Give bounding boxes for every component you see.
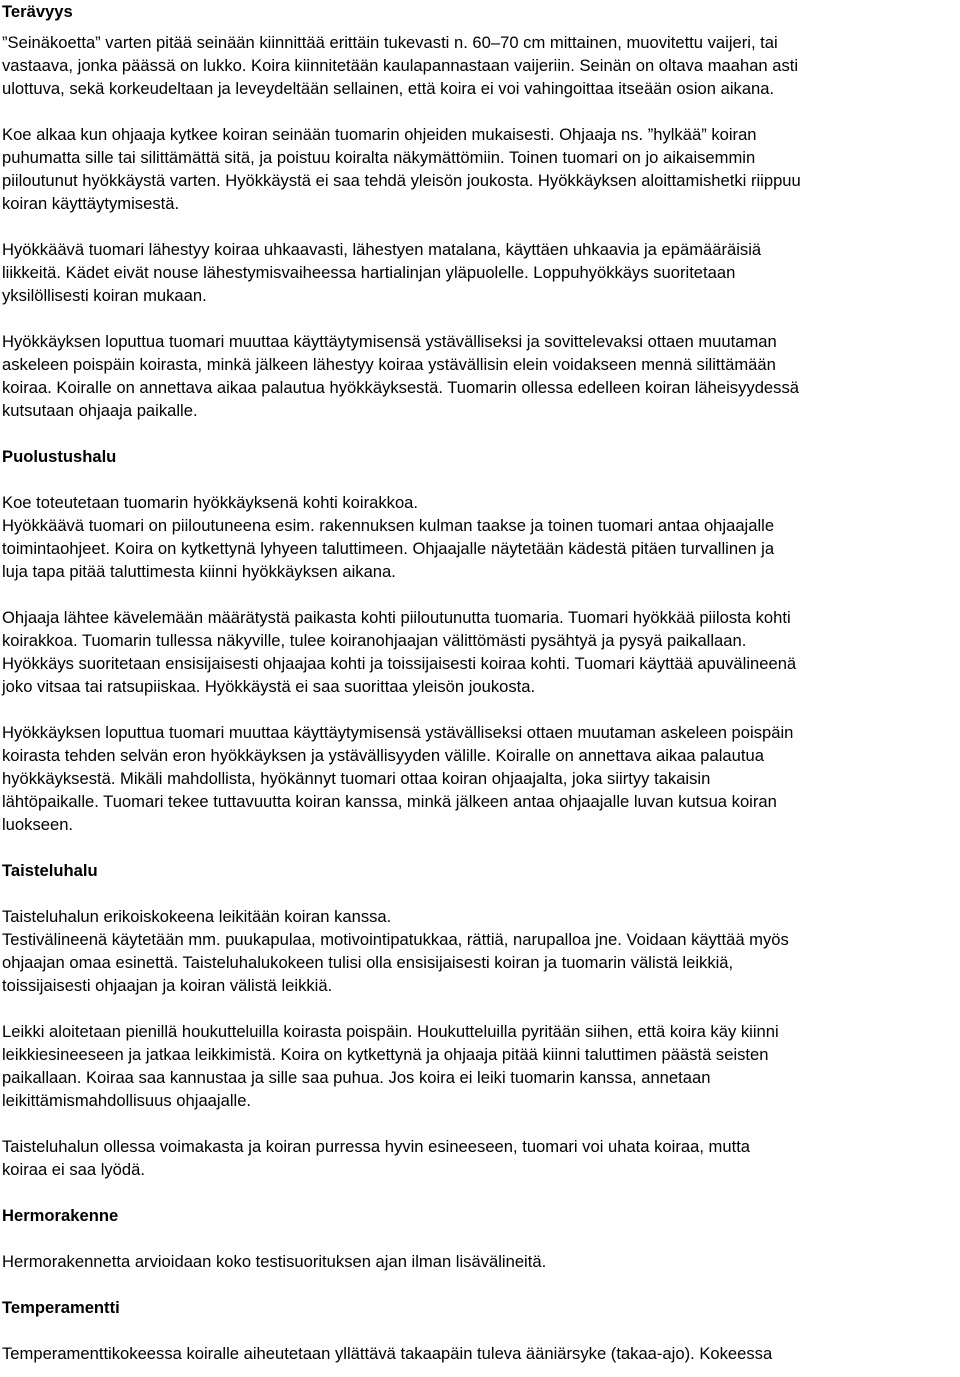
spacer: [2, 100, 960, 123]
text-line: lähtöpaikalle. Tuomari tekee tuttavuutta koiran kanssa, minkä jälkeen antaa ohjaajalle luvan kutsua koiran: [2, 792, 777, 811]
paragraph: [2, 1250, 960, 1273]
text-line: ohjaajan omaa esinettä. Taisteluhalukokeen tulisi olla ensisijaisesti koiran ja tuomarin välistä leikkiä,: [2, 953, 734, 972]
text-line: ”Seinäkoetta” varten pitää seinään kiinnittää erittäin tukevasti n. 60–70 cm mittainen, muovitettu vaijeri, tai: [2, 33, 778, 52]
text-line: Hyökkäävä tuomari lähestyy koiraa uhkaavasti, lähestyen matalana, käyttäen uhkaavia ja epämääräisiä: [2, 240, 762, 259]
spacer: [2, 1227, 960, 1250]
text-line: Hermorakennetta arvioidaan koko testisuorituksen ajan ilman lisävälineitä.: [2, 1252, 547, 1271]
section-heading-taisteluhalu: Taisteluhalu: [2, 861, 98, 880]
text-line: Koe toteutetaan tuomarin hyökkäyksenä kohti koirakkoa.: [2, 493, 419, 512]
text-line: Ohjaaja lähtee kävelemään määrätystä paikasta kohti piiloutunutta tuomaria. Tuomari hyökkää piilosta kohti: [2, 608, 791, 627]
text-line: Hyökkäyksen loputtua tuomari muuttaa käyttäytymisensä ystävälliseksi ja sovittelevaksi ottaen muutaman: [2, 332, 777, 351]
text-line: Hyökkäys suoritetaan ensisijaisesti ohjaajaa kohti ja toissijaisesti koiraa kohti. Tuomari käyttää apuvälineenä: [2, 654, 797, 673]
text-line: toissijaisesti ohjaajan ja koiran välistä leikkiä.: [2, 976, 333, 995]
text-line: askeleen poispäin koirasta, minkä jälkeen lähestyy koiraa ystävällisin elein voidakseen mennä silittämään: [2, 355, 776, 374]
section-heading-temperamentti: Temperamentti: [2, 1298, 120, 1317]
paragraph: [2, 606, 960, 698]
text-line: joko vitsaa tai ratsupiiskaa. Hyökkäystä ei saa suorittaa yleisön joukosta.: [2, 677, 536, 696]
text-line: puhumatta sille tai silittämättä sitä, ja poistuu koiralta näkymättömiin. Toinen tuomari on jo aikaisemmin: [2, 148, 756, 167]
spacer: [2, 1273, 960, 1296]
section-heading-teravyys: Terävyys: [2, 2, 73, 21]
paragraph: [2, 905, 960, 997]
paragraph: [2, 1020, 960, 1112]
text-line: piiloutunut hyökkäystä varten. Hyökkäystä ei saa tehdä yleisön joukosta. Hyökkäyksen aloittamishetki riippuu: [2, 171, 801, 190]
text-line: vastaava, jonka päässä on lukko. Koira kiinnitetään kaulapannastaan vaijeriin. Seinän on oltava maahan asti: [2, 56, 799, 75]
text-line: hyökkäyksestä. Mikäli mahdollista, hyökännyt tuomari ottaa koiran ohjaajalta, joka siirtyy takaisin: [2, 769, 711, 788]
paragraph: [2, 31, 960, 100]
paragraph: [2, 491, 960, 583]
spacer: [2, 583, 960, 606]
text-line: Taisteluhalun ollessa voimakasta ja koiran purressa hyvin esineeseen, tuomari voi uhata koiraa, mutta: [2, 1137, 751, 1156]
spacer: [2, 422, 960, 445]
text-line: luja tapa pitää taluttimesta kiinni hyökkäyksen aikana.: [2, 562, 396, 581]
spacer: [2, 468, 960, 491]
text-line: yksilöllisesti koiran mukaan.: [2, 286, 207, 305]
paragraph: [2, 123, 960, 215]
text-line: Koe alkaa kun ohjaaja kytkee koiran seinään tuomarin ohjeiden mukaisesti. Ohjaaja ns. ”hylkää” koiran: [2, 125, 757, 144]
paragraph: [2, 330, 960, 422]
paragraph: [2, 238, 960, 307]
spacer: [2, 997, 960, 1020]
paragraph: [2, 1135, 960, 1181]
spacer: [2, 215, 960, 238]
text-line: koiran käyttäytymisestä.: [2, 194, 180, 213]
text-line: luokseen.: [2, 815, 74, 834]
spacer: [2, 307, 960, 330]
text-line: koirakkoa. Tuomarin tullessa näkyville, tulee koiranohjaajan välittömästi pysähtyä ja pysyä paikallaan.: [2, 631, 747, 650]
text-line: Testivälineenä käytetään mm. puukapulaa, motivointipatukkaa, rättiä, narupalloa jne. Voidaan käyttää myös: [2, 930, 789, 949]
spacer: [2, 1181, 960, 1204]
spacer: [2, 882, 960, 905]
spacer: [2, 1112, 960, 1135]
text-line: Hyökkäävä tuomari on piiloutuneena esim. rakennuksen kulman taakse ja toinen tuomari antaa ohjaajalle: [2, 516, 775, 535]
spacer: [2, 1319, 960, 1342]
section-heading-hermorakenne: Hermorakenne: [2, 1206, 119, 1225]
text-line: koirasta tehden selvän eron hyökkäyksen ja ystävällisyyden välille. Koiralle on annettava aikaa palautua: [2, 746, 764, 765]
text-line: Hyökkäyksen loputtua tuomari muuttaa käyttäytymisensä ystävälliseksi ottaen muutaman askeleen poispäin: [2, 723, 794, 742]
text-line: paikallaan. Koiraa saa kannustaa ja sille saa puhua. Jos koira ei leiki tuomarin kanssa, annetaan: [2, 1068, 711, 1087]
text-line: koiraa ei saa lyödä.: [2, 1160, 145, 1179]
text-line: kutsutaan ohjaaja paikalle.: [2, 401, 198, 420]
paragraph: [2, 1342, 960, 1365]
text-line: toimintaohjeet. Koira on kytkettynä lyhyeen taluttimeen. Ohjaajalle näytetään kädestä pitäen turvallinen ja: [2, 539, 775, 558]
spacer: [2, 698, 960, 721]
spacer: [2, 23, 960, 31]
paragraph: [2, 721, 960, 836]
section-heading-puolustushalu: Puolustushalu: [2, 447, 117, 466]
text-line: Temperamenttikokeessa koiralle aiheutetaan yllättävä takaapäin tuleva ääniärsyke (takaa-ajo). Kokeessa: [2, 1344, 773, 1363]
text-line: Leikki aloitetaan pienillä houkutteluilla koirasta poispäin. Houkutteluilla pyritään siihen, että koira käy kiinni: [2, 1022, 779, 1041]
text-line: Taisteluhalun erikoiskokeena leikitään koiran kanssa.: [2, 907, 392, 926]
text-line: leikkiesineeseen ja jatkaa leikkimistä. Koira on kytkettynä ja ohjaaja pitää kiinni taluttimen päästä seisten: [2, 1045, 769, 1064]
text-line: liikkeitä. Kädet eivät nouse lähestymisvaiheessa hartialinjan yläpuolelle. Loppuhyökkäys suoritetaan: [2, 263, 736, 282]
text-line: leikittämismahdollisuus ohjaajalle.: [2, 1091, 252, 1110]
text-line: koiraa. Koiralle on annettava aikaa palautua hyökkäyksestä. Tuomarin ollessa edelleen koiran läheisyydessä: [2, 378, 799, 397]
spacer: [2, 836, 960, 859]
text-line: ulottuva, sekä korkeudeltaan ja leveydeltään sellainen, että koira ei voi vahingoittaa itseään osion aikana.: [2, 79, 775, 98]
